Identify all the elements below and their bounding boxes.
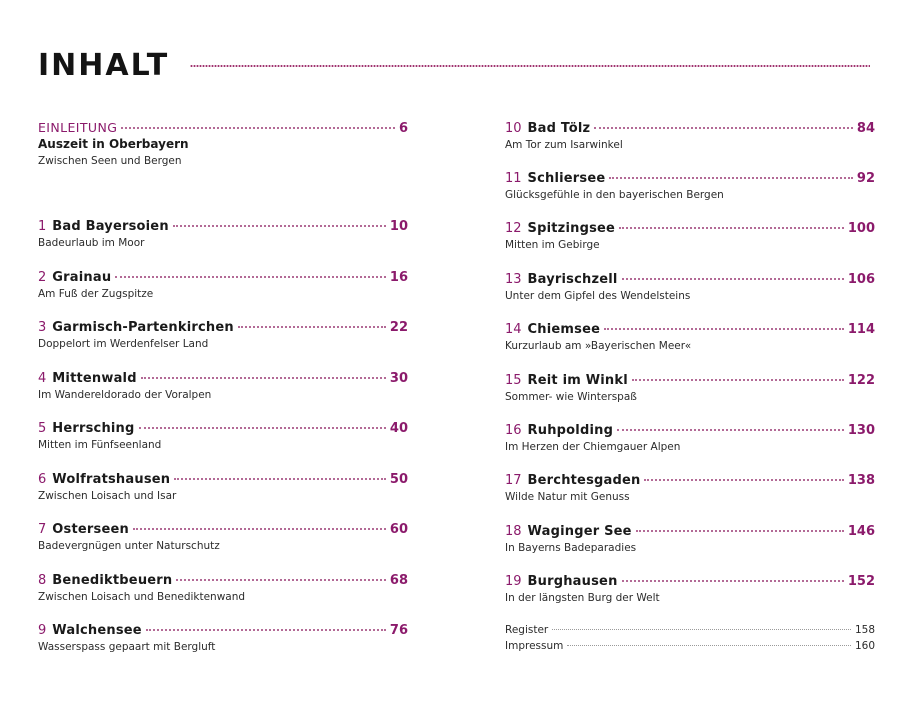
toc-entry[interactable] — [505, 519, 875, 555]
page-number: 60 — [389, 522, 408, 537]
entry-number: 12 — [505, 221, 522, 236]
entry-title: Bad Bayersoien — [52, 219, 169, 234]
entry-title: Herrsching — [52, 421, 135, 436]
entry-subtitle: Am Fuß der Zugspitze — [38, 288, 154, 300]
intro-subtitle: Zwischen Seen und Bergen — [38, 155, 182, 167]
entry-number: 19 — [505, 574, 522, 589]
page-number: 146 — [847, 524, 875, 539]
toc-entry[interactable] — [38, 315, 408, 351]
entry-subtitle: Kurzurlaub am »Bayerischen Meer« — [505, 340, 692, 352]
entry-subtitle: Badevergnügen unter Naturschutz — [38, 540, 220, 552]
entry-subtitle: Glücksgefühle in den bayerischen Bergen — [505, 189, 724, 201]
toc-appendix — [505, 622, 875, 654]
dot-leader — [622, 566, 844, 582]
dot-leader — [619, 213, 844, 229]
page-number: 138 — [847, 473, 875, 488]
entry-subtitle: Im Wandereldorado der Voralpen — [38, 389, 212, 401]
page-number: 122 — [847, 373, 875, 388]
entry-title: Benediktbeuern — [52, 573, 173, 588]
page-number: 30 — [389, 371, 408, 386]
toc-entry[interactable] — [505, 368, 875, 404]
dot-leader — [173, 211, 386, 227]
entry-subtitle: Am Tor zum Isarwinkel — [505, 139, 623, 151]
dot-leader — [133, 514, 386, 530]
page-number: 100 — [847, 221, 875, 236]
entry-number: 10 — [505, 121, 522, 136]
intro-title: Auszeit in Oberbayern — [38, 137, 189, 151]
dot-leader — [174, 464, 386, 480]
toc-entry[interactable] — [38, 265, 408, 301]
page-number: 152 — [847, 574, 875, 589]
page-number: 50 — [389, 472, 408, 487]
toc-entry[interactable] — [505, 418, 875, 454]
entry-number: 11 — [505, 171, 522, 186]
page-number: 106 — [847, 272, 875, 287]
entry-title: Spitzingsee — [527, 221, 616, 236]
entry-subtitle: Unter dem Gipfel des Wendelsteins — [505, 290, 691, 302]
entry-subtitle: Zwischen Loisach und Benediktenwand — [38, 591, 246, 603]
page-number: 40 — [389, 421, 408, 436]
toc-entry[interactable] — [38, 214, 408, 250]
dot-leader — [238, 312, 386, 328]
entry-title: Ruhpolding — [527, 423, 614, 438]
entry-title: Waginger See — [527, 524, 632, 539]
entry-number: 17 — [505, 473, 522, 488]
entry-subtitle: Doppelort im Werdenfelser Land — [38, 338, 209, 350]
page-number: 92 — [856, 171, 875, 186]
toc-entry[interactable] — [505, 468, 875, 504]
dot-leader — [609, 163, 853, 179]
entry-subtitle: In Bayerns Badeparadies — [505, 542, 637, 554]
dot-leader — [604, 314, 844, 330]
entry-title: Wolfratshausen — [52, 472, 171, 487]
entry-title: Chiemsee — [527, 322, 601, 337]
entry-subtitle: Zwischen Loisach und Isar — [38, 490, 177, 502]
entry-subtitle: Sommer- wie Winterspaß — [505, 391, 637, 403]
toc-entry[interactable] — [505, 166, 875, 202]
entry-number: 8 — [38, 573, 47, 588]
entry-title: Osterseen — [52, 522, 129, 537]
entry-number: 5 — [38, 421, 47, 436]
entry-subtitle: Wilde Natur mit Genuss — [505, 491, 630, 503]
page-number: 160 — [854, 640, 875, 652]
title-dotted-rule — [190, 64, 870, 68]
toc-entry[interactable] — [505, 267, 875, 303]
dot-leader — [115, 262, 386, 278]
page-number: 76 — [389, 623, 408, 638]
dot-leader — [141, 363, 386, 379]
entry-number: 13 — [505, 272, 522, 287]
entry-subtitle: Im Herzen der Chiemgauer Alpen — [505, 441, 681, 453]
entry-subtitle: Badeurlaub im Moor — [38, 237, 145, 249]
entry-number: 9 — [38, 623, 47, 638]
page-number: 114 — [847, 322, 875, 337]
dot-leader — [176, 565, 386, 581]
toc-entry[interactable] — [38, 568, 408, 604]
dot-leader — [139, 413, 386, 429]
entry-title: Grainau — [52, 270, 112, 285]
toc-entry[interactable] — [38, 416, 408, 452]
page-title: INHALT — [38, 48, 170, 83]
dot-leader — [617, 415, 844, 431]
toc-entry[interactable] — [505, 317, 875, 353]
dot-leader — [644, 465, 843, 481]
appendix-title: Register — [505, 624, 549, 636]
intro-label: EINLEITUNG — [38, 120, 118, 135]
toc-entry[interactable] — [38, 618, 408, 654]
entry-title: Burghausen — [527, 574, 618, 589]
dot-leader — [121, 113, 395, 129]
entry-title: Mittenwald — [52, 371, 137, 386]
dot-leader — [552, 619, 851, 630]
entry-title: Schliersee — [527, 171, 606, 186]
dot-leader — [632, 365, 844, 381]
page-number: 10 — [389, 219, 408, 234]
appendix-impressum[interactable] — [505, 638, 875, 654]
toc-entry[interactable] — [38, 467, 408, 503]
entry-number: 6 — [38, 472, 47, 487]
toc-entry[interactable] — [38, 517, 408, 553]
toc-intro-entry[interactable] — [38, 116, 408, 168]
entry-number: 1 — [38, 219, 47, 234]
toc-entry[interactable] — [38, 366, 408, 402]
dot-leader — [636, 516, 844, 532]
entry-number: 16 — [505, 423, 522, 438]
entry-title: Bad Tölz — [527, 121, 591, 136]
toc-entry[interactable] — [505, 216, 875, 252]
page-number: 68 — [389, 573, 408, 588]
toc-entry[interactable] — [505, 569, 875, 605]
dot-leader — [622, 264, 844, 280]
page-number: 6 — [398, 121, 408, 136]
dot-leader — [567, 635, 851, 646]
entry-title: Garmisch-Partenkirchen — [52, 320, 234, 335]
page-number: 16 — [389, 270, 408, 285]
page-number: 22 — [389, 320, 408, 335]
entry-number: 15 — [505, 373, 522, 388]
entry-title: Bayrischzell — [527, 272, 618, 287]
entry-number: 2 — [38, 270, 47, 285]
entry-title: Reit im Winkl — [527, 373, 628, 388]
entry-number: 4 — [38, 371, 47, 386]
entry-number: 7 — [38, 522, 47, 537]
entry-subtitle: Mitten im Gebirge — [505, 239, 600, 251]
page-number: 130 — [847, 423, 875, 438]
entry-title: Walchensee — [52, 623, 142, 638]
dot-leader — [146, 615, 386, 631]
entry-number: 3 — [38, 320, 47, 335]
entry-subtitle: Mitten im Fünfseenland — [38, 439, 162, 451]
entry-number: 18 — [505, 524, 522, 539]
appendix-title: Impressum — [505, 640, 564, 652]
dot-leader — [594, 113, 853, 129]
page-number: 84 — [856, 121, 875, 136]
page-number: 158 — [854, 624, 875, 636]
entry-subtitle: Wasserspass gepaart mit Bergluft — [38, 641, 216, 653]
entry-subtitle: In der längsten Burg der Welt — [505, 592, 660, 604]
entry-title: Berchtesgaden — [527, 473, 641, 488]
toc-entry[interactable] — [505, 116, 875, 152]
entry-number: 14 — [505, 322, 522, 337]
